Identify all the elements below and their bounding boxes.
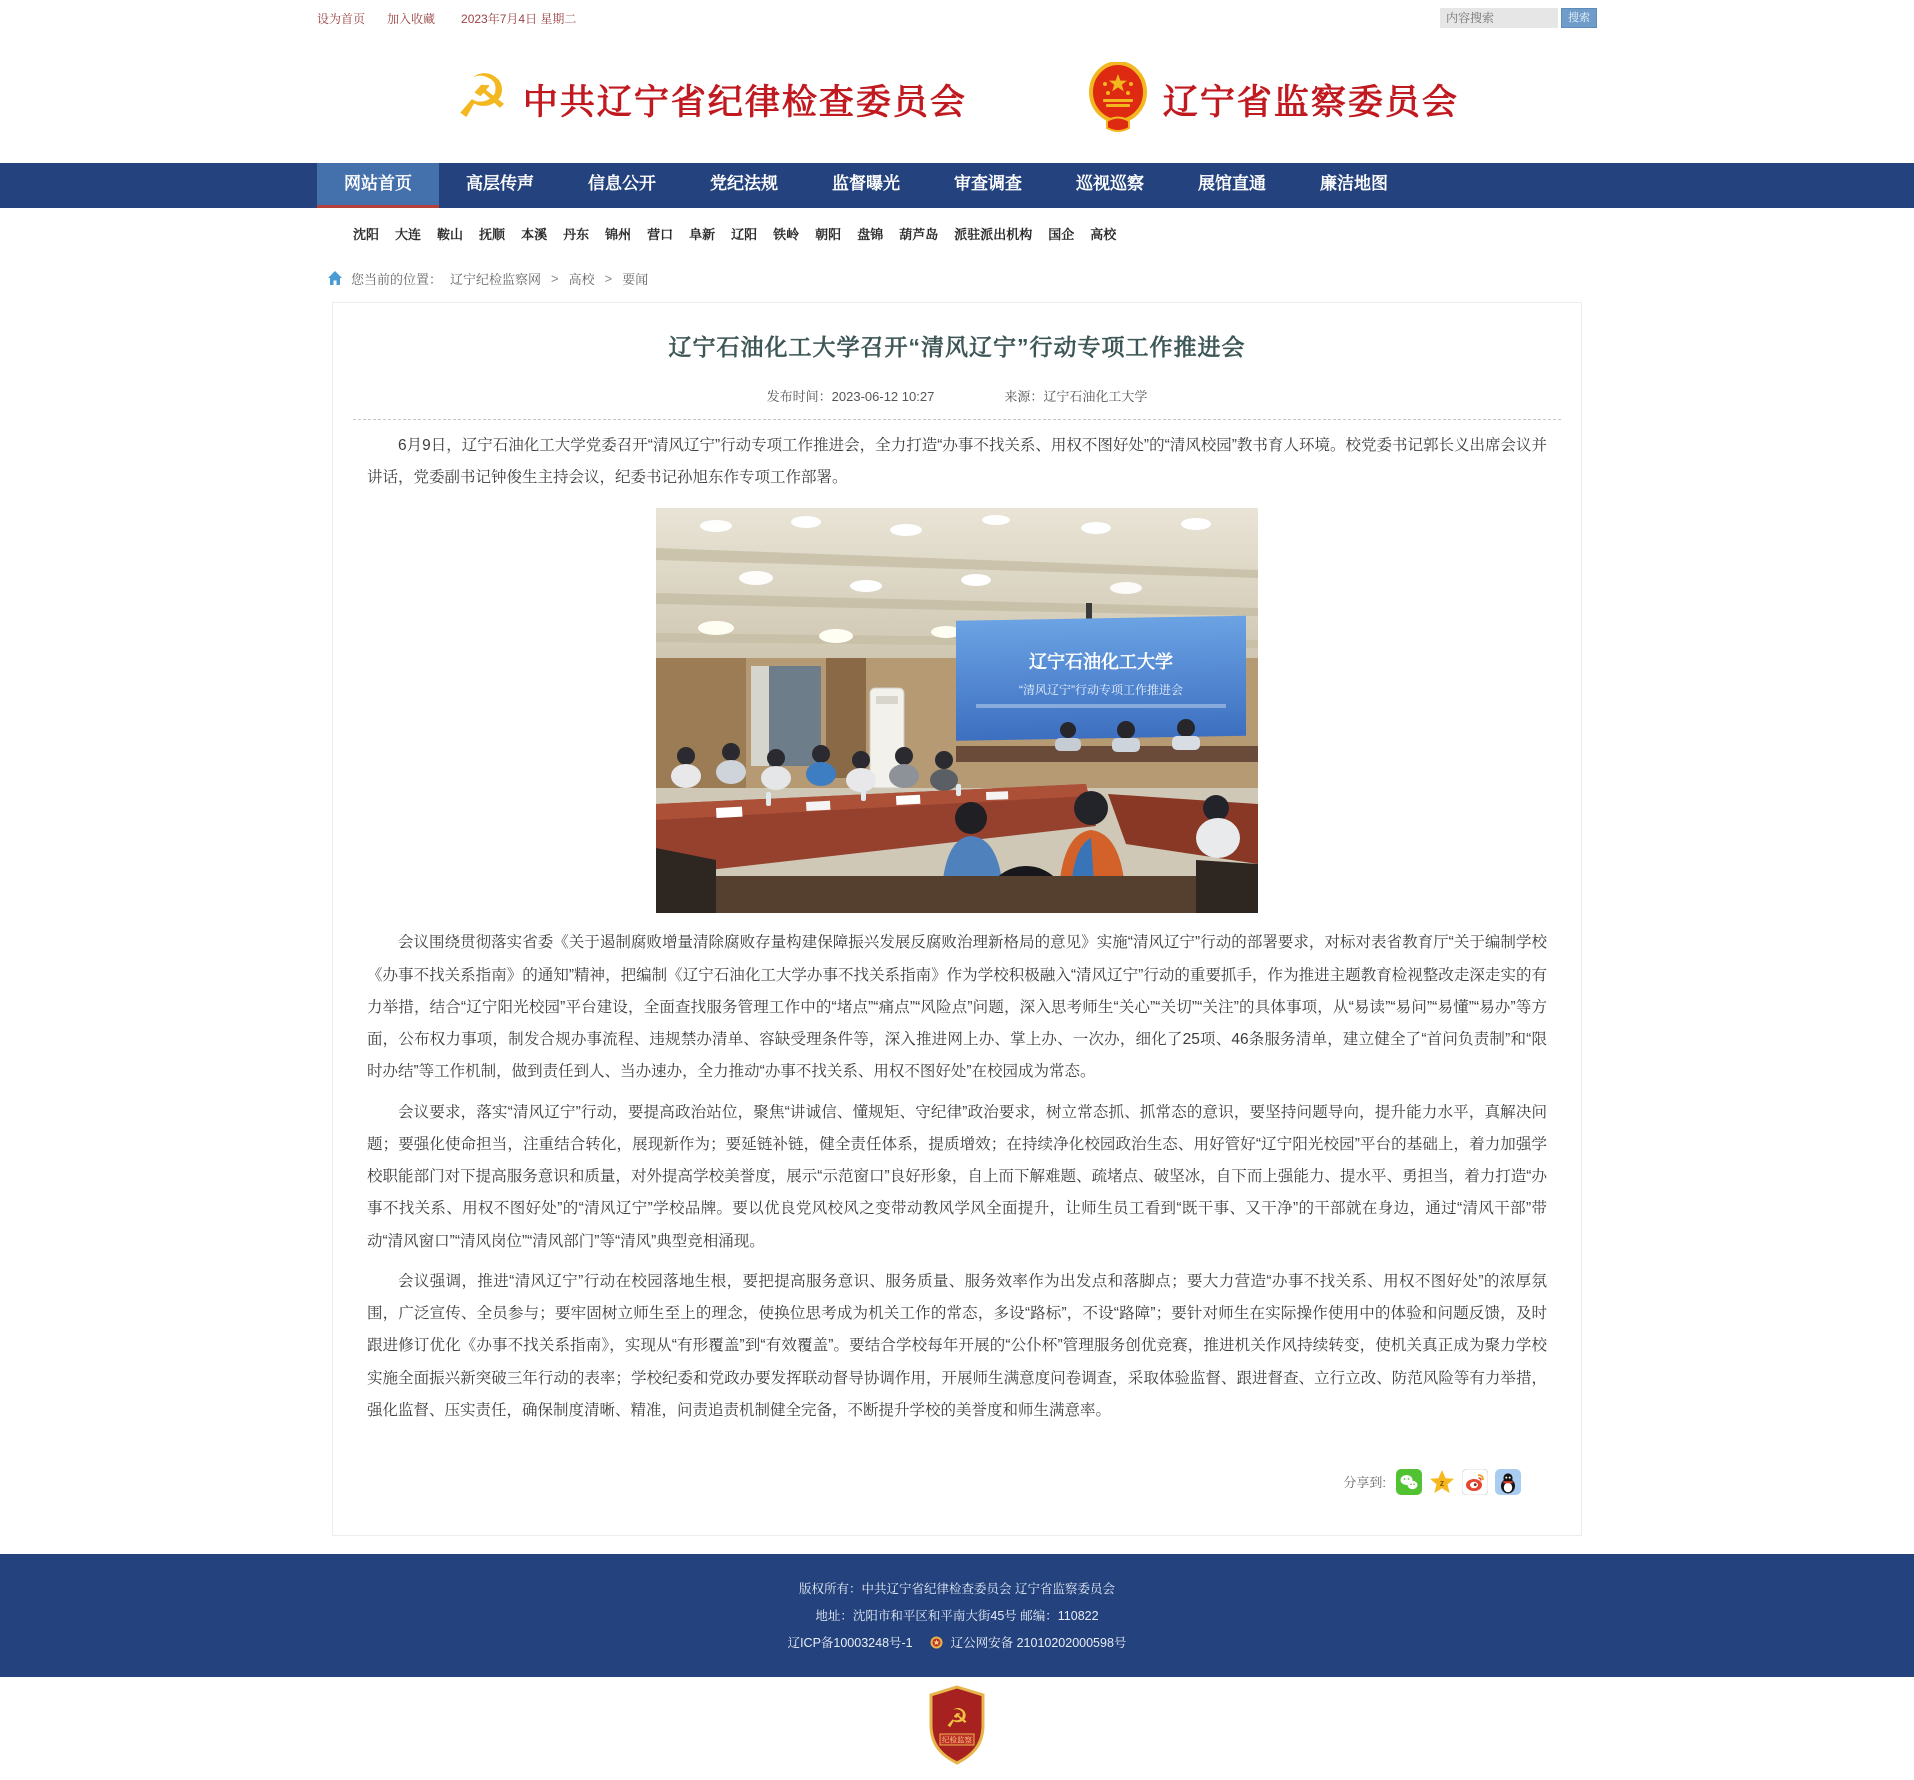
nav-item-xunshi[interactable]: 巡视巡察 [1076, 174, 1144, 193]
site-search [1440, 8, 1597, 28]
nav-item-zhanguan[interactable]: 展馆直通 [1198, 174, 1266, 193]
footer-address: 地址：沈阳市和平区和平南大街45号 邮编：110822 [815, 1608, 1099, 1623]
paragraph-2: 会议围绕贯彻落实省委《关于遏制腐败增量清除腐败存量构建保障振兴发展反腐败治理新格局的意见》实施“清风辽宁”行动的部署要求，对标对表省教育厅“关于编制学校《办事不找关系指南》的通知”精神，把编制《辽宁石油化工大学办事不找关系指南》作为学校积极融入“清风辽宁”行动的重要抓手，作为推进主题教育检视整改走深走实的有力举措，结合“辽宁阳光校园”平台建设，全面查找服务管理工作中的“堵点”“痛点”“风险点”问题，深入思考师生“关心”“关切”“关注”的具体事项，从“易读”“易问”“易懂”“易办”等方面，公布权力事项，制发合规办事流程、违规禁办清单、容缺受理条件等，深入推进网上办、掌上办、一次办，细化了25项、46条服务清单，建立健全了“首问负责制”和“限时办结”等工作机制，做到责任到人、当办速办，全力推动“办事不找关系、用权不图好处”在校园成为常态。 [367, 934, 1547, 1081]
qzone-icon[interactable] [1429, 1469, 1455, 1495]
city-link-benxi[interactable]: 本溪 [521, 226, 548, 242]
city-link-panjin[interactable]: 盘锦 [857, 226, 884, 242]
breadcrumb [0, 258, 1914, 298]
nav-item-gaoceng[interactable]: 高层传声 [466, 174, 534, 193]
city-link-huludao[interactable]: 葫芦岛 [899, 226, 939, 242]
brand-discipline-commission [455, 62, 967, 130]
current-date: 2023年7月4日 星期二 [461, 11, 577, 26]
footer-icp [0, 1630, 1914, 1657]
photo-screen-title: 辽宁石油化工大学 [1029, 652, 1173, 673]
article-container [332, 302, 1582, 1536]
link-gaoxiao[interactable]: 高校 [1090, 226, 1117, 242]
article-meta [353, 386, 1561, 405]
shield-badge-label: 纪检监察 [942, 1735, 972, 1745]
weibo-icon[interactable] [1462, 1469, 1488, 1495]
publish-time: 发布时间：2023-06-12 10:27 [766, 389, 935, 404]
site-title-right: 辽宁省监察委员会 [1162, 82, 1459, 122]
city-link-shenyang[interactable]: 沈阳 [353, 226, 380, 242]
city-link-jinzhou[interactable]: 锦州 [605, 226, 632, 242]
icp-number: 辽ICP备10003248号-1 [787, 1635, 913, 1650]
nav-item-jiandu[interactable]: 监督曝光 [832, 174, 900, 193]
city-link-dandong[interactable]: 丹东 [563, 226, 590, 242]
paragraph-3: 会议要求，落实“清风辽宁”行动，要提高政治站位，聚焦“讲诚信、懂规矩、守纪律”政治要求，树立常态抓、抓常态的意识，要坚持问题导向，提升能力水平，真解决问题；要强化使命担当，注重结合转化，展现新作为；要延链补链，健全责任体系，提质增效；在持续净化校园政治生态、用好管好“辽宁阳光校园”平台的基础上，着力加强学校职能部门对下提高服务意识和质量，对外提高学校美誉度，展示“示范窗口”良好形象，自上而下解难题、疏堵点、破坚冰，自下而上强能力、提水平、勇担当，着力打造“办事不找关系、用权不图好处”的“清风辽宁”学校品牌。要以优良党风校风之变带动教风学风全面提升，让师生员工看到“既干事、又干净”的干部就在身边，通过“清风干部”带动“清风窗口”“清风岗位”“清风部门”等“清风”典型竞相涌现。 [367, 1103, 1547, 1250]
share-label: 分享到: [1343, 1475, 1386, 1491]
home-icon [327, 270, 343, 286]
set-homepage-link[interactable]: 设为首页 [317, 11, 366, 26]
add-favorite-link[interactable]: 加入收藏 [387, 11, 436, 26]
city-link-anshan[interactable]: 鞍山 [437, 226, 464, 242]
meeting-photo [656, 508, 1258, 913]
city-link-chaoyang[interactable]: 朝阳 [815, 226, 842, 242]
breadcrumb-label: 您当前的位置： [351, 271, 443, 287]
share-bar [353, 1469, 1521, 1495]
top-bar [0, 0, 1914, 36]
photo-screen-subtitle: “清风辽宁”行动专项工作推进会 [1019, 683, 1183, 698]
wechat-icon[interactable] [1396, 1469, 1422, 1495]
breadcrumb-site-link[interactable]: 辽宁纪检监察网 [450, 271, 542, 287]
main-nav [0, 163, 1914, 208]
article-title: 辽宁石油化工大学召开“清风辽宁”行动专项工作推进会 [668, 334, 1246, 360]
link-guoqi[interactable]: 国企 [1048, 226, 1075, 242]
breadcrumb-section-link[interactable]: 高校 [568, 271, 595, 287]
city-link-fushun[interactable]: 抚顺 [479, 226, 506, 242]
qq-icon[interactable] [1495, 1469, 1521, 1495]
national-emblem-icon [1087, 62, 1149, 137]
footer-badge-area [0, 1677, 1914, 1780]
link-paizhu[interactable]: 派驻派出机构 [954, 226, 1033, 242]
paragraph-1: 6月9日，辽宁石油化工大学党委召开“清风辽宁”行动专项工作推进会，全力打造“办事不找关系、用权不图好处”的“清风校园”教书育人环境。校党委书记郭长义出席会议并讲话，党委副书记钟俊生主持会议，纪委书记孙旭东作专项工作部署。 [367, 437, 1547, 487]
city-link-dalian[interactable]: 大连 [395, 226, 422, 242]
article-body [367, 430, 1547, 1427]
party-emblem-icon: ☭ [455, 62, 509, 130]
nav-item-dangji[interactable]: 党纪法规 [710, 174, 778, 193]
city-link-liaoyang[interactable]: 辽阳 [731, 226, 758, 242]
public-security-badge-icon [930, 1632, 943, 1645]
security-number: 辽公网安备 21010202000598号 [950, 1635, 1127, 1650]
city-nav [0, 208, 1914, 258]
site-header [0, 36, 1914, 163]
breadcrumb-category-link[interactable]: 要闻 [622, 271, 649, 287]
nav-item-lianjie[interactable]: 廉洁地图 [1320, 174, 1388, 193]
breadcrumb-separator: > [551, 270, 559, 286]
breadcrumb-separator: > [604, 270, 613, 286]
footer-copyright: 版权所有：中共辽宁省纪律检查委员会 辽宁省监察委员会 [799, 1581, 1115, 1596]
svg-text:☭: ☭ [945, 1702, 969, 1733]
article-source: 来源：辽宁石油化工大学 [1004, 389, 1148, 404]
brand-supervisory-commission [1087, 62, 1459, 137]
nav-item-shencha[interactable]: 审查调查 [954, 174, 1022, 193]
meta-divider [353, 419, 1561, 420]
search-input[interactable] [1440, 8, 1558, 28]
site-title-left: 中共辽宁省纪律检查委员会 [522, 82, 967, 122]
city-link-yingkou[interactable]: 营口 [647, 226, 674, 242]
city-link-tieling[interactable]: 铁岭 [773, 226, 800, 242]
site-footer [0, 1554, 1914, 1677]
svg-text:z: z [1439, 1477, 1445, 1488]
paragraph-4: 会议强调，推进“清风辽宁”行动在校园落地生根，要把提高服务意识、服务质量、服务效率作为出发点和落脚点；要大力营造“办事不找关系、用权不图好处”的浓厚氛围，广泛宣传、全员参与；要牢固树立师生至上的理念，使换位思考成为机关工作的常态，多设“路标”，不设“路障”；要针对师生在实际操作使用中的体验和问题反馈，及时跟进修订优化《办事不找关系指南》，实现从“有形覆盖”到“有效覆盖”。要结合学校每年开展的“公仆杯”管理服务创优竞赛，推进机关作风持续转变，使机关真正成为聚力学校实施全面振兴新突破三年行动的表率；学校纪委和党政办要发挥联动督导协调作用，开展师生满意度问卷调查，采取体验监督、跟进督查、立行立改、防范风险等有力举措，强化监督、压实责任，确保制度清晰、精准，问责追责机制健全完备，不断提升学校的美誉度和师生满意率。 [367, 1272, 1547, 1419]
city-link-fuxin[interactable]: 阜新 [689, 226, 716, 242]
nav-item-home[interactable]: 网站首页 [317, 163, 439, 208]
discipline-inspection-shield-icon [925, 1685, 989, 1765]
search-button[interactable]: 搜索 [1561, 8, 1597, 28]
nav-item-xinxi[interactable]: 信息公开 [588, 174, 656, 193]
